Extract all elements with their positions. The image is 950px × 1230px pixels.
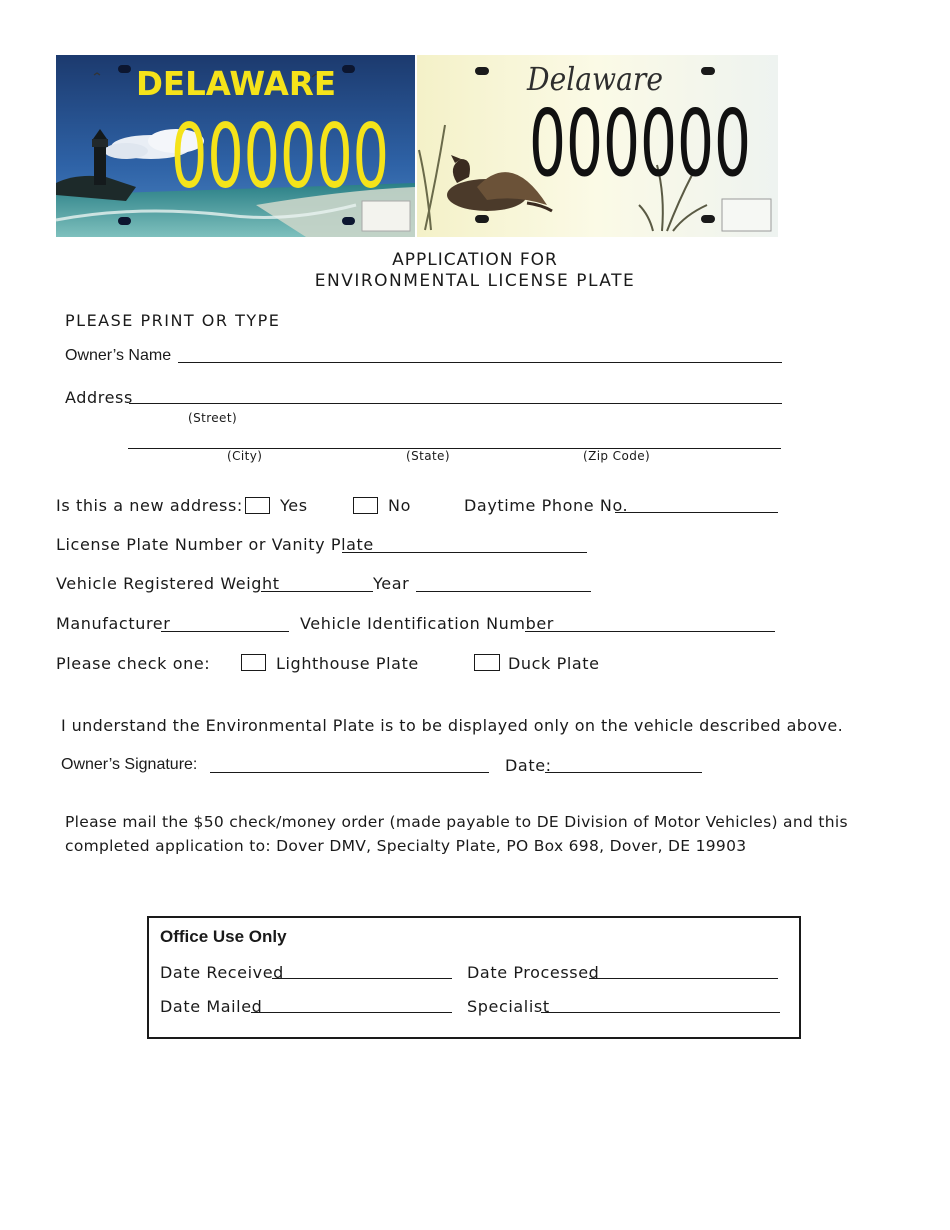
yes-label: Yes <box>280 496 308 515</box>
yes-checkbox[interactable] <box>245 497 270 514</box>
daytime-phone-field[interactable] <box>615 512 778 513</box>
registered-weight-field[interactable] <box>261 591 373 592</box>
duck-plate-number: 000000 <box>529 90 751 197</box>
owners-signature-field[interactable] <box>210 772 489 773</box>
signature-date-field[interactable] <box>545 772 702 773</box>
manufacturer-field[interactable] <box>161 631 289 632</box>
duck-plate-image <box>417 55 778 237</box>
mailing-line-2: completed application to: Dover DMV, Specialty Plate, PO Box 698, Dover, DE 19903 <box>65 837 747 855</box>
city-state-zip-field[interactable] <box>128 448 781 449</box>
form-title-line2: ENVIRONMENTAL LICENSE PLATE <box>314 271 636 291</box>
year-label: Year <box>373 574 410 593</box>
duck-plate-state: Delaware <box>526 60 663 98</box>
signature-date-label: Date: <box>505 756 552 775</box>
mailing-line-1: Please mail the $50 check/money order (made payable to DE Division of Motor Vehicles) and this <box>65 813 848 831</box>
address-label: Address <box>65 388 133 407</box>
year-field[interactable] <box>416 591 591 592</box>
lighthouse-plate-state: DELAWARE <box>136 64 336 103</box>
lighthouse-plate-checkbox[interactable] <box>241 654 266 671</box>
state-hint: (State) <box>406 449 450 463</box>
date-received-field[interactable] <box>272 978 452 979</box>
office-use-title: Office Use Only <box>160 927 287 946</box>
zip-hint: (Zip Code) <box>583 449 651 463</box>
date-processed-field[interactable] <box>589 978 778 979</box>
date-mailed-label: Date Mailed <box>160 997 263 1016</box>
duck-plate-checkbox[interactable] <box>474 654 500 671</box>
street-hint: (Street) <box>188 411 238 425</box>
registered-weight-label: Vehicle Registered Weight <box>56 574 280 593</box>
daytime-phone-label: Daytime Phone No. <box>464 496 629 515</box>
lighthouse-plate-label: Lighthouse Plate <box>276 654 419 673</box>
owners-name-field[interactable] <box>178 362 782 363</box>
date-processed-label: Date Processed <box>467 963 600 982</box>
plate-number-field[interactable] <box>342 552 587 553</box>
date-received-label: Date Received <box>160 963 284 982</box>
print-instruction: PLEASE PRINT OR TYPE <box>65 311 281 330</box>
duck-plate-label: Duck Plate <box>508 654 600 673</box>
specialist-field[interactable] <box>541 1012 780 1013</box>
manufacturer-label: Manufacturer <box>56 614 171 633</box>
office-use-box <box>147 916 801 1039</box>
plate-number-label: License Plate Number or Vanity Plate <box>56 535 374 554</box>
no-label: No <box>388 496 411 515</box>
mailing-instructions <box>65 810 848 858</box>
check-one-label: Please check one: <box>56 654 211 673</box>
new-address-label: Is this a new address: <box>56 496 243 515</box>
city-hint: (City) <box>227 449 263 463</box>
vin-label: Vehicle Identification Number <box>300 614 554 633</box>
specialist-label: Specialist <box>467 997 550 1016</box>
lighthouse-plate-image <box>56 55 415 237</box>
vin-field[interactable] <box>525 631 775 632</box>
no-checkbox[interactable] <box>353 497 378 514</box>
lighthouse-plate-number: 000000 <box>171 105 389 208</box>
display-statement: I understand the Environmental Plate is to be displayed only on the vehicle described above. <box>61 716 844 735</box>
date-mailed-field[interactable] <box>251 1012 452 1013</box>
street-address-field[interactable] <box>129 403 782 404</box>
owners-signature-label: Owner’s Signature: <box>61 756 198 773</box>
owners-name-label: Owner’s Name <box>65 347 172 364</box>
form-title-line1: APPLICATION FOR <box>392 250 558 270</box>
